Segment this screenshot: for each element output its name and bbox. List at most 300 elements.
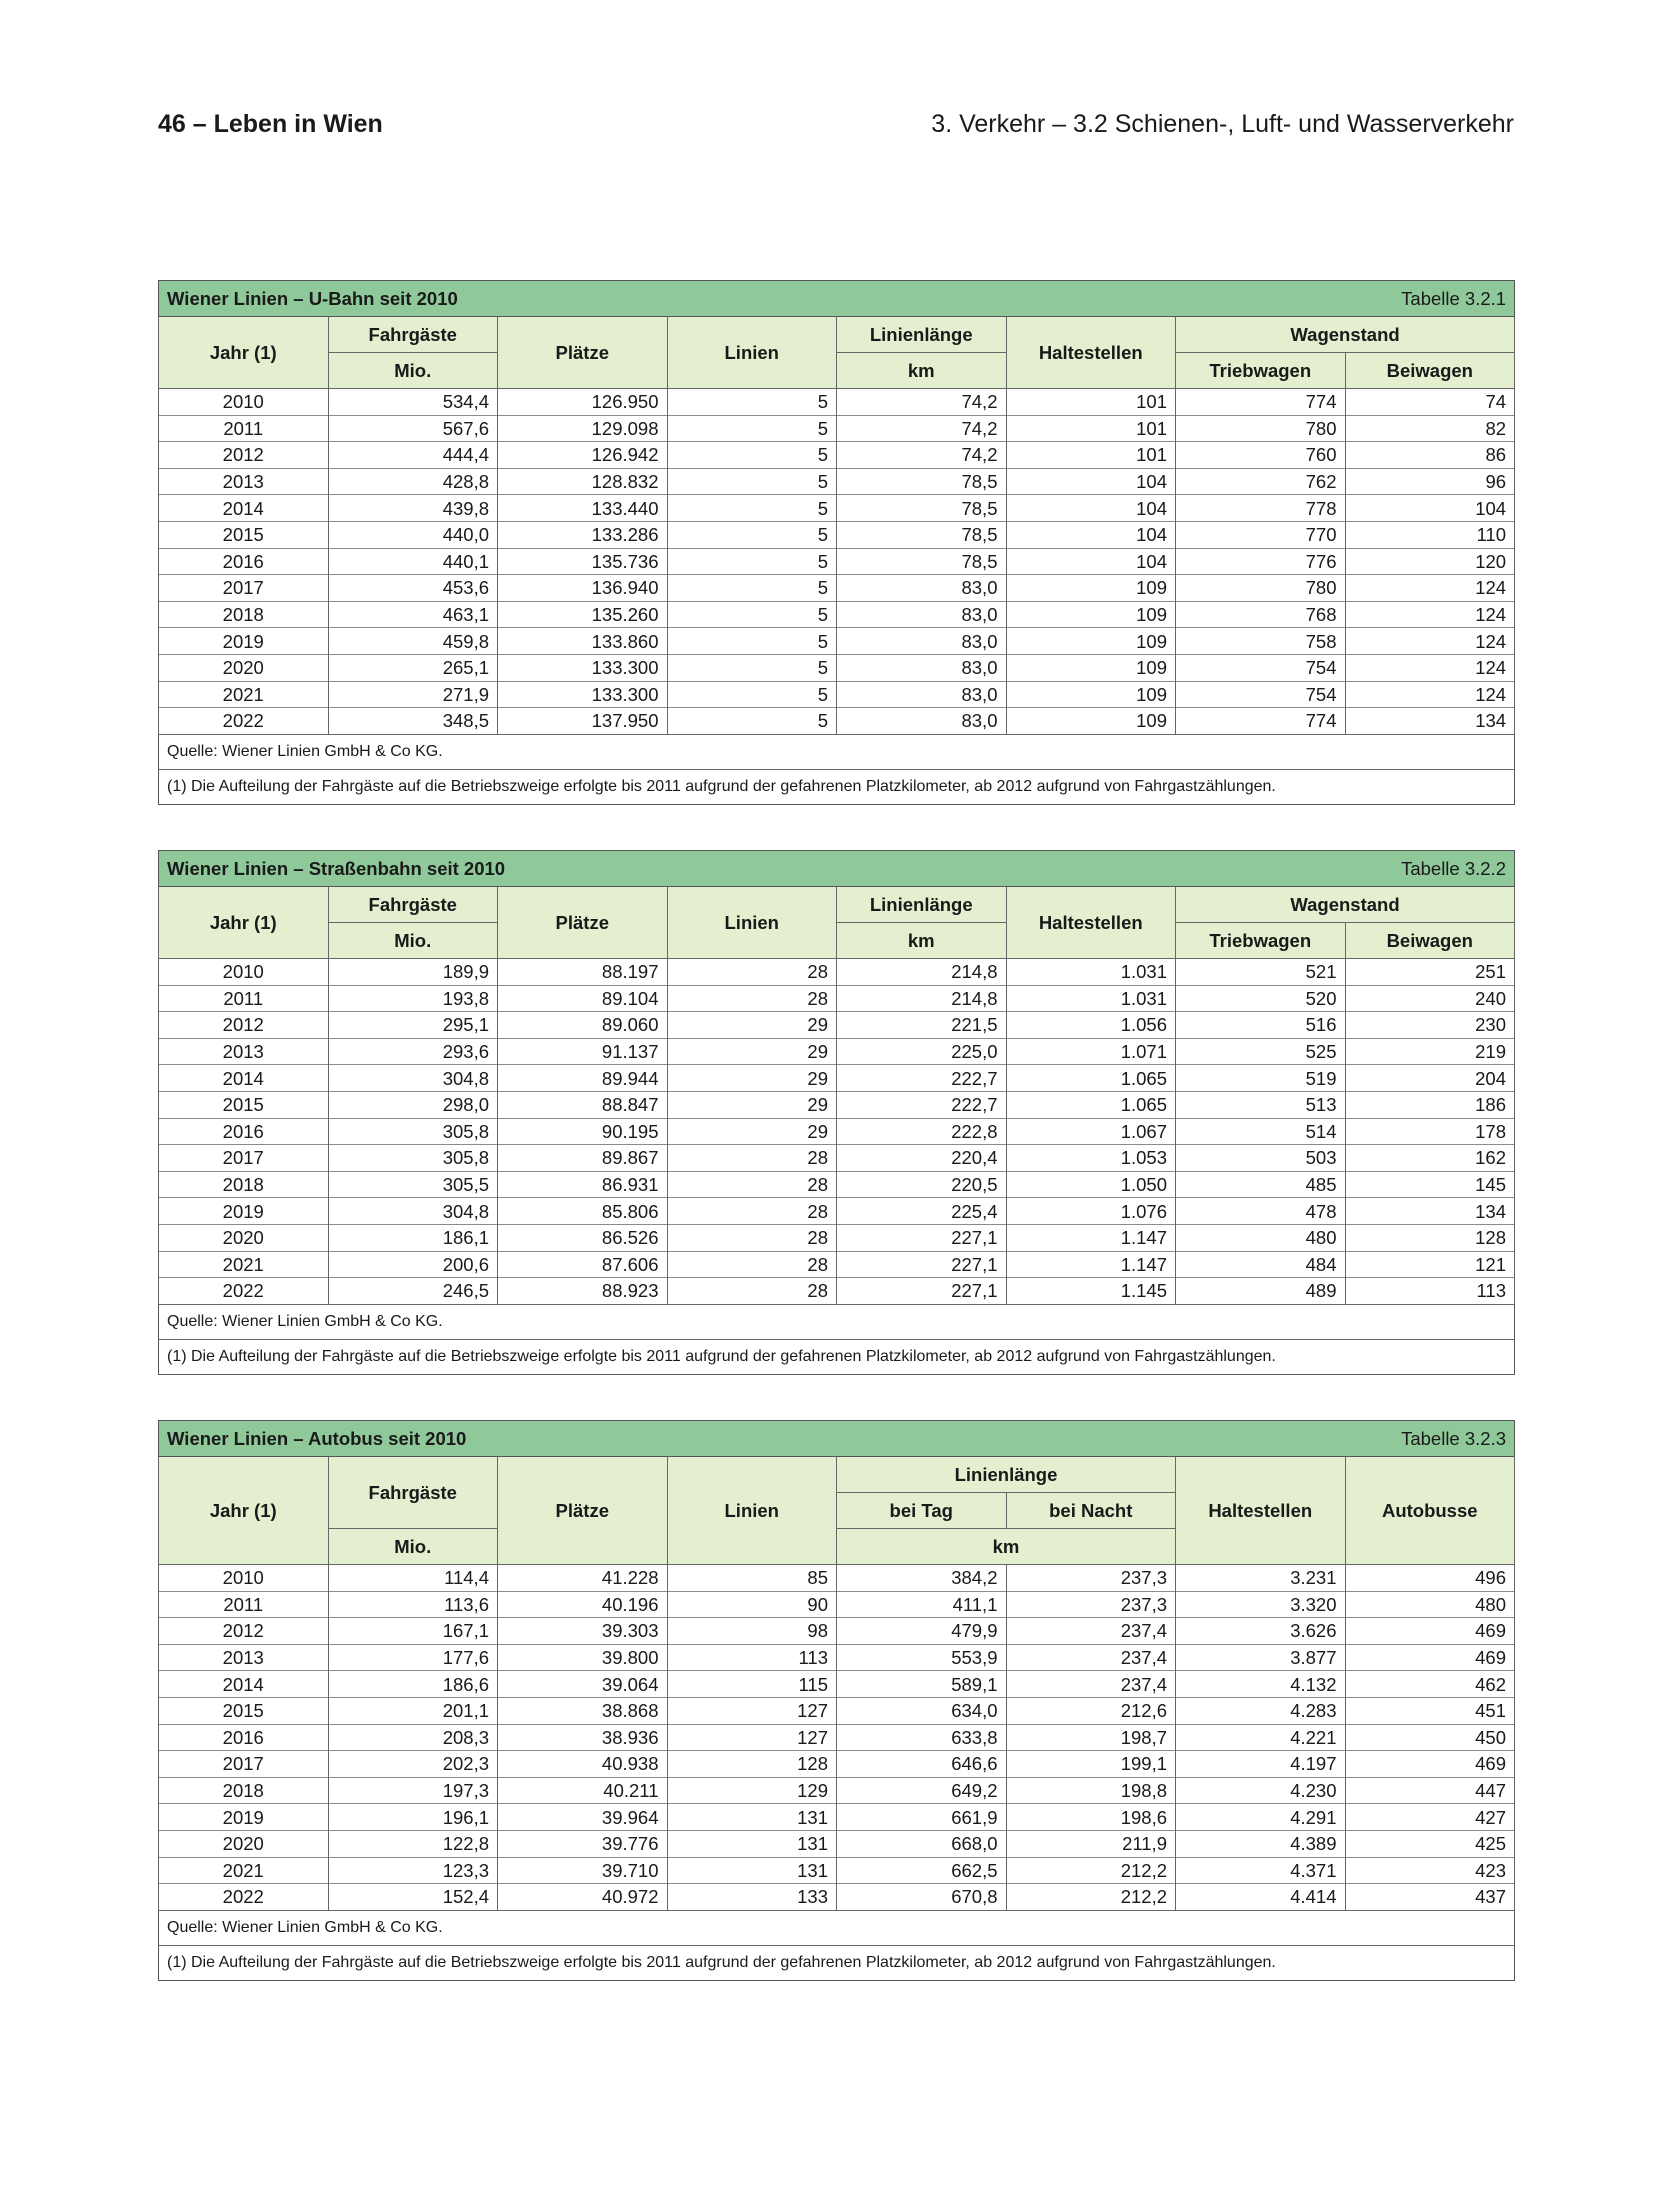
table-row <box>159 495 1515 522</box>
value-cell: 129.098 <box>498 415 668 442</box>
year-cell: 2012 <box>159 1618 329 1645</box>
value-cell: 5 <box>667 548 837 575</box>
value-cell: 1.145 <box>1006 1278 1176 1305</box>
col-header-wagenstand: Wagenstand <box>1176 317 1515 353</box>
value-cell: 469 <box>1345 1644 1515 1671</box>
value-cell: 214,8 <box>837 985 1007 1012</box>
col-header-bei-nacht: bei Nacht <box>1006 1493 1176 1529</box>
value-cell: 104 <box>1006 548 1176 575</box>
value-cell: 133.286 <box>498 521 668 548</box>
value-cell: 305,5 <box>328 1171 498 1198</box>
value-cell: 567,6 <box>328 415 498 442</box>
unit-km: km <box>837 353 1007 389</box>
value-cell: 133.300 <box>498 681 668 708</box>
value-cell: 82 <box>1345 415 1515 442</box>
value-cell: 189,9 <box>328 959 498 986</box>
table-note: (1) Die Aufteilung der Fahrgäste auf die Betriebszweige erfolgte bis 2011 aufgrund der gefahrenen Platzkilometer, ab 2012 aufgrund von Fahrgastzählungen. <box>159 769 1515 804</box>
value-cell: 40.938 <box>498 1751 668 1778</box>
value-cell: 115 <box>667 1671 837 1698</box>
value-cell: 634,0 <box>837 1697 1007 1724</box>
table-row <box>159 1644 1515 1671</box>
col-header-beiwagen: Beiwagen <box>1345 923 1515 959</box>
value-cell: 109 <box>1006 575 1176 602</box>
table-row <box>159 1618 1515 1645</box>
value-cell: 86 <box>1345 442 1515 469</box>
table-body <box>159 1565 1515 1911</box>
value-cell: 222,7 <box>837 1091 1007 1118</box>
year-cell: 2018 <box>159 1777 329 1804</box>
value-cell: 131 <box>667 1804 837 1831</box>
col-header-jahr: Jahr (1) <box>159 1457 329 1565</box>
value-cell: 774 <box>1176 389 1346 416</box>
value-cell: 126.942 <box>498 442 668 469</box>
value-cell: 525 <box>1176 1038 1346 1065</box>
value-cell: 237,4 <box>1006 1618 1176 1645</box>
value-cell: 91.137 <box>498 1038 668 1065</box>
table-autobus <box>158 1420 1514 1981</box>
value-cell: 135.736 <box>498 548 668 575</box>
value-cell: 484 <box>1176 1251 1346 1278</box>
year-cell: 2013 <box>159 468 329 495</box>
table-row <box>159 1118 1515 1145</box>
value-cell: 439,8 <box>328 495 498 522</box>
value-cell: 89.944 <box>498 1065 668 1092</box>
value-cell: 469 <box>1345 1618 1515 1645</box>
year-cell: 2014 <box>159 495 329 522</box>
table-row <box>159 1857 1515 1884</box>
table-title: Wiener Linien – Straßenbahn seit 2010 <box>167 857 506 879</box>
year-cell: 2011 <box>159 985 329 1012</box>
value-cell: 4.371 <box>1176 1857 1346 1884</box>
value-cell: 133.300 <box>498 654 668 681</box>
year-cell: 2012 <box>159 442 329 469</box>
year-cell: 2020 <box>159 1830 329 1857</box>
value-cell: 514 <box>1176 1118 1346 1145</box>
value-cell: 427 <box>1345 1804 1515 1831</box>
value-cell: 78,5 <box>837 521 1007 548</box>
value-cell: 122,8 <box>328 1830 498 1857</box>
value-cell: 200,6 <box>328 1251 498 1278</box>
value-cell: 221,5 <box>837 1012 1007 1039</box>
value-cell: 5 <box>667 575 837 602</box>
col-header-jahr: Jahr (1) <box>159 317 329 389</box>
value-cell: 128 <box>667 1751 837 1778</box>
value-cell: 1.067 <box>1006 1118 1176 1145</box>
table-number: Tabelle 3.2.3 <box>1401 1427 1507 1449</box>
value-cell: 83,0 <box>837 601 1007 628</box>
value-cell: 780 <box>1176 575 1346 602</box>
value-cell: 212,6 <box>1006 1697 1176 1724</box>
value-cell: 758 <box>1176 628 1346 655</box>
value-cell: 120 <box>1345 548 1515 575</box>
value-cell: 519 <box>1176 1065 1346 1092</box>
year-cell: 2016 <box>159 1724 329 1751</box>
unit-km: km <box>837 1529 1176 1565</box>
col-header-plaetze: Plätze <box>498 887 668 959</box>
value-cell: 754 <box>1176 654 1346 681</box>
value-cell: 5 <box>667 442 837 469</box>
table-number: Tabelle 3.2.1 <box>1401 287 1507 309</box>
value-cell: 134 <box>1345 708 1515 735</box>
table-row <box>159 601 1515 628</box>
unit-km: km <box>837 923 1007 959</box>
col-header-triebwagen: Triebwagen <box>1176 923 1346 959</box>
table-body <box>159 389 1515 735</box>
value-cell: 1.065 <box>1006 1091 1176 1118</box>
section-title: 3. Verkehr – 3.2 Schienen-, Luft- und Wasserverkehr <box>931 110 1514 138</box>
col-header-linien: Linien <box>667 887 837 959</box>
value-cell: 521 <box>1176 959 1346 986</box>
table-row <box>159 1198 1515 1225</box>
value-cell: 534,4 <box>328 389 498 416</box>
year-cell: 2017 <box>159 1751 329 1778</box>
value-cell: 113 <box>667 1644 837 1671</box>
value-cell: 208,3 <box>328 1724 498 1751</box>
table-source: Quelle: Wiener Linien GmbH & Co KG. <box>159 1910 1515 1945</box>
value-cell: 28 <box>667 959 837 986</box>
value-cell: 3.877 <box>1176 1644 1346 1671</box>
value-cell: 211,9 <box>1006 1830 1176 1857</box>
value-cell: 3.231 <box>1176 1565 1346 1592</box>
year-cell: 2015 <box>159 521 329 548</box>
value-cell: 74,2 <box>837 415 1007 442</box>
value-cell: 121 <box>1345 1251 1515 1278</box>
year-cell: 2021 <box>159 681 329 708</box>
value-cell: 411,1 <box>837 1591 1007 1618</box>
value-cell: 762 <box>1176 468 1346 495</box>
value-cell: 133.860 <box>498 628 668 655</box>
value-cell: 227,1 <box>837 1251 1007 1278</box>
year-cell: 2010 <box>159 1565 329 1592</box>
value-cell: 440,0 <box>328 521 498 548</box>
value-cell: 444,4 <box>328 442 498 469</box>
value-cell: 110 <box>1345 521 1515 548</box>
value-cell: 3.320 <box>1176 1591 1346 1618</box>
value-cell: 40.211 <box>498 1777 668 1804</box>
value-cell: 186 <box>1345 1091 1515 1118</box>
value-cell: 199,1 <box>1006 1751 1176 1778</box>
value-cell: 649,2 <box>837 1777 1007 1804</box>
value-cell: 74,2 <box>837 389 1007 416</box>
year-cell: 2015 <box>159 1697 329 1724</box>
value-cell: 447 <box>1345 1777 1515 1804</box>
value-cell: 186,6 <box>328 1671 498 1698</box>
unit-mio: Mio. <box>328 1529 498 1565</box>
value-cell: 480 <box>1345 1591 1515 1618</box>
value-cell: 129 <box>667 1777 837 1804</box>
year-cell: 2019 <box>159 1198 329 1225</box>
value-cell: 29 <box>667 1118 837 1145</box>
value-cell: 104 <box>1006 495 1176 522</box>
value-cell: 453,6 <box>328 575 498 602</box>
value-cell: 131 <box>667 1830 837 1857</box>
value-cell: 83,0 <box>837 575 1007 602</box>
col-header-linien: Linien <box>667 317 837 389</box>
value-cell: 88.923 <box>498 1278 668 1305</box>
value-cell: 109 <box>1006 654 1176 681</box>
page-number-title: 46 – Leben in Wien <box>158 110 383 138</box>
table-ubahn <box>158 280 1514 805</box>
value-cell: 177,6 <box>328 1644 498 1671</box>
col-header-plaetze: Plätze <box>498 1457 668 1565</box>
value-cell: 227,1 <box>837 1278 1007 1305</box>
table-row <box>159 1751 1515 1778</box>
value-cell: 237,4 <box>1006 1644 1176 1671</box>
value-cell: 5 <box>667 654 837 681</box>
table-row <box>159 1777 1515 1804</box>
value-cell: 5 <box>667 601 837 628</box>
value-cell: 78,5 <box>837 468 1007 495</box>
year-cell: 2014 <box>159 1671 329 1698</box>
value-cell: 646,6 <box>837 1751 1007 1778</box>
year-cell: 2021 <box>159 1251 329 1278</box>
table-row <box>159 548 1515 575</box>
value-cell: 5 <box>667 628 837 655</box>
value-cell: 225,0 <box>837 1038 1007 1065</box>
value-cell: 348,5 <box>328 708 498 735</box>
value-cell: 293,6 <box>328 1038 498 1065</box>
value-cell: 133 <box>667 1884 837 1911</box>
table-row <box>159 1671 1515 1698</box>
table-row <box>159 681 1515 708</box>
table-row <box>159 442 1515 469</box>
table-row <box>159 389 1515 416</box>
value-cell: 28 <box>667 1198 837 1225</box>
year-cell: 2011 <box>159 1591 329 1618</box>
value-cell: 469 <box>1345 1751 1515 1778</box>
value-cell: 104 <box>1006 468 1176 495</box>
value-cell: 251 <box>1345 959 1515 986</box>
value-cell: 212,2 <box>1006 1884 1176 1911</box>
value-cell: 124 <box>1345 681 1515 708</box>
value-cell: 1.065 <box>1006 1065 1176 1092</box>
value-cell: 124 <box>1345 654 1515 681</box>
value-cell: 304,8 <box>328 1065 498 1092</box>
value-cell: 113 <box>1345 1278 1515 1305</box>
value-cell: 237,3 <box>1006 1591 1176 1618</box>
value-cell: 133.440 <box>498 495 668 522</box>
value-cell: 86.526 <box>498 1224 668 1251</box>
value-cell: 88.847 <box>498 1091 668 1118</box>
value-cell: 162 <box>1345 1145 1515 1172</box>
value-cell: 485 <box>1176 1171 1346 1198</box>
table-row <box>159 1171 1515 1198</box>
value-cell: 305,8 <box>328 1118 498 1145</box>
value-cell: 754 <box>1176 681 1346 708</box>
col-header-fahrgaeste: Fahrgäste <box>328 317 498 353</box>
value-cell: 39.776 <box>498 1830 668 1857</box>
year-cell: 2022 <box>159 1278 329 1305</box>
value-cell: 90 <box>667 1591 837 1618</box>
table-row <box>159 1251 1515 1278</box>
value-cell: 39.303 <box>498 1618 668 1645</box>
value-cell: 437 <box>1345 1884 1515 1911</box>
value-cell: 83,0 <box>837 681 1007 708</box>
table-row <box>159 1224 1515 1251</box>
value-cell: 5 <box>667 495 837 522</box>
value-cell: 127 <box>667 1697 837 1724</box>
value-cell: 196,1 <box>328 1804 498 1831</box>
table-row <box>159 1145 1515 1172</box>
value-cell: 298,0 <box>328 1091 498 1118</box>
value-cell: 167,1 <box>328 1618 498 1645</box>
value-cell: 214,8 <box>837 959 1007 986</box>
value-cell: 479,9 <box>837 1618 1007 1645</box>
value-cell: 74,2 <box>837 442 1007 469</box>
table-row <box>159 415 1515 442</box>
value-cell: 1.031 <box>1006 985 1176 1012</box>
value-cell: 128 <box>1345 1224 1515 1251</box>
value-cell: 246,5 <box>328 1278 498 1305</box>
value-cell: 28 <box>667 1224 837 1251</box>
value-cell: 145 <box>1345 1171 1515 1198</box>
unit-mio: Mio. <box>328 923 498 959</box>
year-cell: 2016 <box>159 548 329 575</box>
value-cell: 450 <box>1345 1724 1515 1751</box>
col-header-plaetze: Plätze <box>498 317 668 389</box>
value-cell: 780 <box>1176 415 1346 442</box>
value-cell: 204 <box>1345 1065 1515 1092</box>
table-row <box>159 708 1515 735</box>
value-cell: 4.283 <box>1176 1697 1346 1724</box>
table-source: Quelle: Wiener Linien GmbH & Co KG. <box>159 1304 1515 1339</box>
value-cell: 104 <box>1345 495 1515 522</box>
value-cell: 222,8 <box>837 1118 1007 1145</box>
table-number: Tabelle 3.2.2 <box>1401 857 1506 879</box>
value-cell: 4.389 <box>1176 1830 1346 1857</box>
value-cell: 85 <box>667 1565 837 1592</box>
value-cell: 271,9 <box>328 681 498 708</box>
value-cell: 29 <box>667 1038 837 1065</box>
value-cell: 87.606 <box>498 1251 668 1278</box>
value-cell: 123,3 <box>328 1857 498 1884</box>
value-cell: 1.071 <box>1006 1038 1176 1065</box>
value-cell: 661,9 <box>837 1804 1007 1831</box>
value-cell: 1.050 <box>1006 1171 1176 1198</box>
table-row <box>159 985 1515 1012</box>
value-cell: 74 <box>1345 389 1515 416</box>
value-cell: 384,2 <box>837 1565 1007 1592</box>
value-cell: 39.710 <box>498 1857 668 1884</box>
value-cell: 1.147 <box>1006 1251 1176 1278</box>
table-row <box>159 468 1515 495</box>
value-cell: 90.195 <box>498 1118 668 1145</box>
value-cell: 212,2 <box>1006 1857 1176 1884</box>
value-cell: 1.076 <box>1006 1198 1176 1225</box>
table-row <box>159 1884 1515 1911</box>
value-cell: 428,8 <box>328 468 498 495</box>
page-header <box>158 110 1514 150</box>
value-cell: 39.800 <box>498 1644 668 1671</box>
value-cell: 462 <box>1345 1671 1515 1698</box>
table-row <box>159 1591 1515 1618</box>
table-row <box>159 1278 1515 1305</box>
value-cell: 131 <box>667 1857 837 1884</box>
value-cell: 5 <box>667 468 837 495</box>
value-cell: 3.626 <box>1176 1618 1346 1645</box>
value-cell: 201,1 <box>328 1697 498 1724</box>
value-cell: 5 <box>667 415 837 442</box>
value-cell: 776 <box>1176 548 1346 575</box>
table-row <box>159 1697 1515 1724</box>
value-cell: 4.291 <box>1176 1804 1346 1831</box>
year-cell: 2014 <box>159 1065 329 1092</box>
value-cell: 127 <box>667 1724 837 1751</box>
value-cell: 113,6 <box>328 1591 498 1618</box>
value-cell: 295,1 <box>328 1012 498 1039</box>
value-cell: 29 <box>667 1091 837 1118</box>
value-cell: 101 <box>1006 415 1176 442</box>
value-cell: 38.936 <box>498 1724 668 1751</box>
value-cell: 220,5 <box>837 1171 1007 1198</box>
table-body <box>159 959 1515 1305</box>
value-cell: 589,1 <box>837 1671 1007 1698</box>
year-cell: 2013 <box>159 1644 329 1671</box>
value-cell: 503 <box>1176 1145 1346 1172</box>
value-cell: 770 <box>1176 521 1346 548</box>
value-cell: 197,3 <box>328 1777 498 1804</box>
value-cell: 109 <box>1006 708 1176 735</box>
value-cell: 662,5 <box>837 1857 1007 1884</box>
value-cell: 85.806 <box>498 1198 668 1225</box>
value-cell: 480 <box>1176 1224 1346 1251</box>
col-header-linien: Linien <box>667 1457 837 1565</box>
value-cell: 459,8 <box>328 628 498 655</box>
value-cell: 5 <box>667 521 837 548</box>
value-cell: 265,1 <box>328 654 498 681</box>
col-header-fahrgaeste: Fahrgäste <box>328 887 498 923</box>
col-header-fahrgaeste: Fahrgäste <box>328 1457 498 1529</box>
value-cell: 83,0 <box>837 654 1007 681</box>
value-cell: 463,1 <box>328 601 498 628</box>
value-cell: 198,8 <box>1006 1777 1176 1804</box>
value-cell: 39.064 <box>498 1671 668 1698</box>
value-cell: 98 <box>667 1618 837 1645</box>
col-header-wagenstand: Wagenstand <box>1176 887 1515 923</box>
value-cell: 516 <box>1176 1012 1346 1039</box>
value-cell: 126.950 <box>498 389 668 416</box>
value-cell: 220,4 <box>837 1145 1007 1172</box>
value-cell: 668,0 <box>837 1830 1007 1857</box>
value-cell: 1.147 <box>1006 1224 1176 1251</box>
value-cell: 41.228 <box>498 1565 668 1592</box>
year-cell: 2022 <box>159 1884 329 1911</box>
value-cell: 489 <box>1176 1278 1346 1305</box>
year-cell: 2013 <box>159 1038 329 1065</box>
year-cell: 2017 <box>159 1145 329 1172</box>
value-cell: 96 <box>1345 468 1515 495</box>
col-header-triebwagen: Triebwagen <box>1176 353 1346 389</box>
table-row <box>159 1565 1515 1592</box>
value-cell: 78,5 <box>837 548 1007 575</box>
year-cell: 2022 <box>159 708 329 735</box>
value-cell: 1.031 <box>1006 959 1176 986</box>
value-cell: 670,8 <box>837 1884 1007 1911</box>
year-cell: 2019 <box>159 1804 329 1831</box>
value-cell: 28 <box>667 1278 837 1305</box>
value-cell: 496 <box>1345 1565 1515 1592</box>
value-cell: 28 <box>667 985 837 1012</box>
value-cell: 520 <box>1176 985 1346 1012</box>
value-cell: 222,7 <box>837 1065 1007 1092</box>
value-cell: 4.221 <box>1176 1724 1346 1751</box>
value-cell: 88.197 <box>498 959 668 986</box>
value-cell: 760 <box>1176 442 1346 469</box>
value-cell: 101 <box>1006 442 1176 469</box>
value-cell: 124 <box>1345 575 1515 602</box>
value-cell: 39.964 <box>498 1804 668 1831</box>
value-cell: 1.056 <box>1006 1012 1176 1039</box>
